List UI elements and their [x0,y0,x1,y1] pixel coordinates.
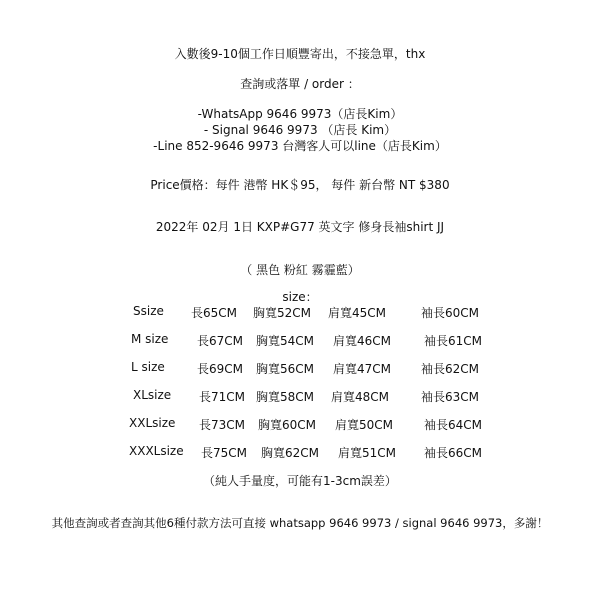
sleeve-value: 袖長61CM [424,334,483,348]
chest-value: 胸寬52CM [253,306,312,320]
size-heading: size： [282,290,318,304]
sleeve-value: 袖長66CM [424,446,483,460]
product-info: 2022年 02月 1日 KXP#G77 英文字 修身長袖shirt JJ [155,220,445,234]
length-value: 長75CM [201,446,248,460]
chest-value: 胸寬54CM [256,334,315,348]
size-label: M size [131,332,169,346]
order-heading: 查詢或落單 / order ： [240,77,360,91]
color-options: （ 黑色 粉紅 霧霾藍） [240,263,360,277]
chest-value: 胸寬56CM [256,362,315,376]
shoulder-value: 肩寬45CM [328,306,387,320]
length-value: 長73CM [199,418,246,432]
contact-line: -Line 852-9646 9973 台灣客人可以line（店長Kim） [153,139,447,153]
sleeve-value: 袖長63CM [421,390,480,404]
measurement-note: （純人手量度，可能有1-3cm誤差） [203,474,397,488]
shoulder-value: 肩寬46CM [333,334,392,348]
sleeve-value: 袖長62CM [421,362,480,376]
length-value: 長71CM [199,390,246,404]
sleeve-value: 袖長60CM [421,306,480,320]
shoulder-value: 肩寬50CM [335,418,394,432]
sleeve-value: 袖長64CM [424,418,483,432]
size-label: XXLsize [129,416,176,430]
length-value: 長65CM [191,306,238,320]
size-label: L size [131,360,165,374]
footer-contact: 其他查詢或者查詢其他6種付款方法可直接 whatsapp 9646 9973 / signal 9646 9973，多謝！ [51,516,549,530]
chest-value: 胸寬58CM [256,390,315,404]
shoulder-value: 肩寬48CM [331,390,390,404]
length-value: 長67CM [197,334,244,348]
contact-whatsapp: -WhatsApp 9646 9973（店長Kim） [197,107,403,121]
size-label: XLsize [133,388,172,402]
size-label: Ssize [133,304,164,318]
shipping-notice: 入數後9-10個工作日順豐寄出，不接急單，thx [174,47,426,61]
shoulder-value: 肩寬47CM [333,362,392,376]
price-info: Price價格：每件 港幣 HK＄95， 每件 新台幣 NT $380 [150,178,450,192]
length-value: 長69CM [197,362,244,376]
size-label: XXXLsize [129,444,184,458]
chest-value: 胸寬62CM [261,446,320,460]
contact-signal: - Signal 9646 9973 （店長 Kim） [203,123,397,137]
shoulder-value: 肩寬51CM [338,446,397,460]
chest-value: 胸寬60CM [258,418,317,432]
